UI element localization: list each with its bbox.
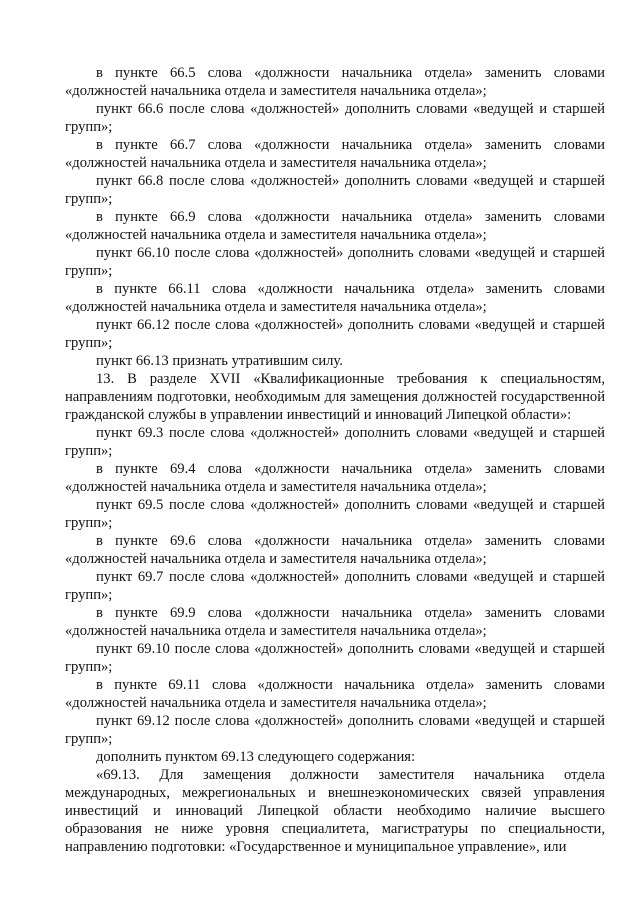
paragraph: пункт 69.3 после слова «должностей» дополнить словами «ведущей и старшей групп»; bbox=[65, 425, 605, 459]
paragraph: в пункте 66.9 слова «должности начальника отдела» заменить словами «должностей начальника отдела и заместителя начальника отдела»; bbox=[65, 209, 605, 243]
paragraph: пункт 69.7 после слова «должностей» дополнить словами «ведущей и старшей групп»; bbox=[65, 569, 605, 603]
paragraph: пункт 66.8 после слова «должностей» дополнить словами «ведущей и старшей групп»; bbox=[65, 173, 605, 207]
paragraph: в пункте 66.7 слова «должности начальника отдела» заменить словами «должностей начальника отдела и заместителя начальника отдела»; bbox=[65, 137, 605, 171]
paragraph: в пункте 69.11 слова «должности начальника отдела» заменить словами «должностей начальника отдела и заместителя начальника отдела»; bbox=[65, 677, 605, 711]
paragraph: пункт 66.10 после слова «должностей» дополнить словами «ведущей и старшей групп»; bbox=[65, 245, 605, 279]
paragraph: пункт 66.12 после слова «должностей» дополнить словами «ведущей и старшей групп»; bbox=[65, 317, 605, 351]
paragraph: дополнить пунктом 69.13 следующего содержания: bbox=[96, 749, 416, 765]
paragraph: пункт 69.12 после слова «должностей» дополнить словами «ведущей и старшей групп»; bbox=[65, 713, 605, 747]
paragraph: пункт 66.13 признать утратившим силу. bbox=[96, 353, 343, 369]
section-heading-paragraph: 13. В разделе XVII «Квалификационные требования к специальностям, направлениям подготовки, необходимым для замещения должностей государственной гражданской службы в управлении инвестиций и инноваций Липецкой области»: bbox=[65, 371, 605, 423]
paragraph: в пункте 66.11 слова «должности начальника отдела» заменить словами «должностей начальника отдела и заместителя начальника отдела»; bbox=[65, 281, 605, 315]
document-body bbox=[65, 64, 605, 856]
paragraph: «69.13. Для замещения должности заместителя начальника отдела международных, межрегиональных и внешнеэкономических связей управления инвестиций и инноваций Липецкой области необходимо наличие высшего образования не ниже уровня специалитета, магистратуры по специальности, направлению подготовки: «Государственное и муниципальное управление», или bbox=[65, 767, 605, 855]
paragraph: в пункте 69.6 слова «должности начальника отдела» заменить словами «должностей начальника отдела и заместителя начальника отдела»; bbox=[65, 533, 605, 567]
paragraph: пункт 66.6 после слова «должностей» дополнить словами «ведущей и старшей групп»; bbox=[65, 101, 605, 135]
paragraph: в пункте 69.9 слова «должности начальника отдела» заменить словами «должностей начальника отдела и заместителя начальника отдела»; bbox=[65, 605, 605, 639]
paragraph: пункт 69.10 после слова «должностей» дополнить словами «ведущей и старшей групп»; bbox=[65, 641, 605, 675]
paragraph: в пункте 69.4 слова «должности начальника отдела» заменить словами «должностей начальника отдела и заместителя начальника отдела»; bbox=[65, 461, 605, 495]
paragraph: в пункте 66.5 слова «должности начальника отдела» заменить словами «должностей начальника отдела и заместителя начальника отдела»; bbox=[65, 65, 605, 99]
paragraph: пункт 69.5 после слова «должностей» дополнить словами «ведущей и старшей групп»; bbox=[65, 497, 605, 531]
